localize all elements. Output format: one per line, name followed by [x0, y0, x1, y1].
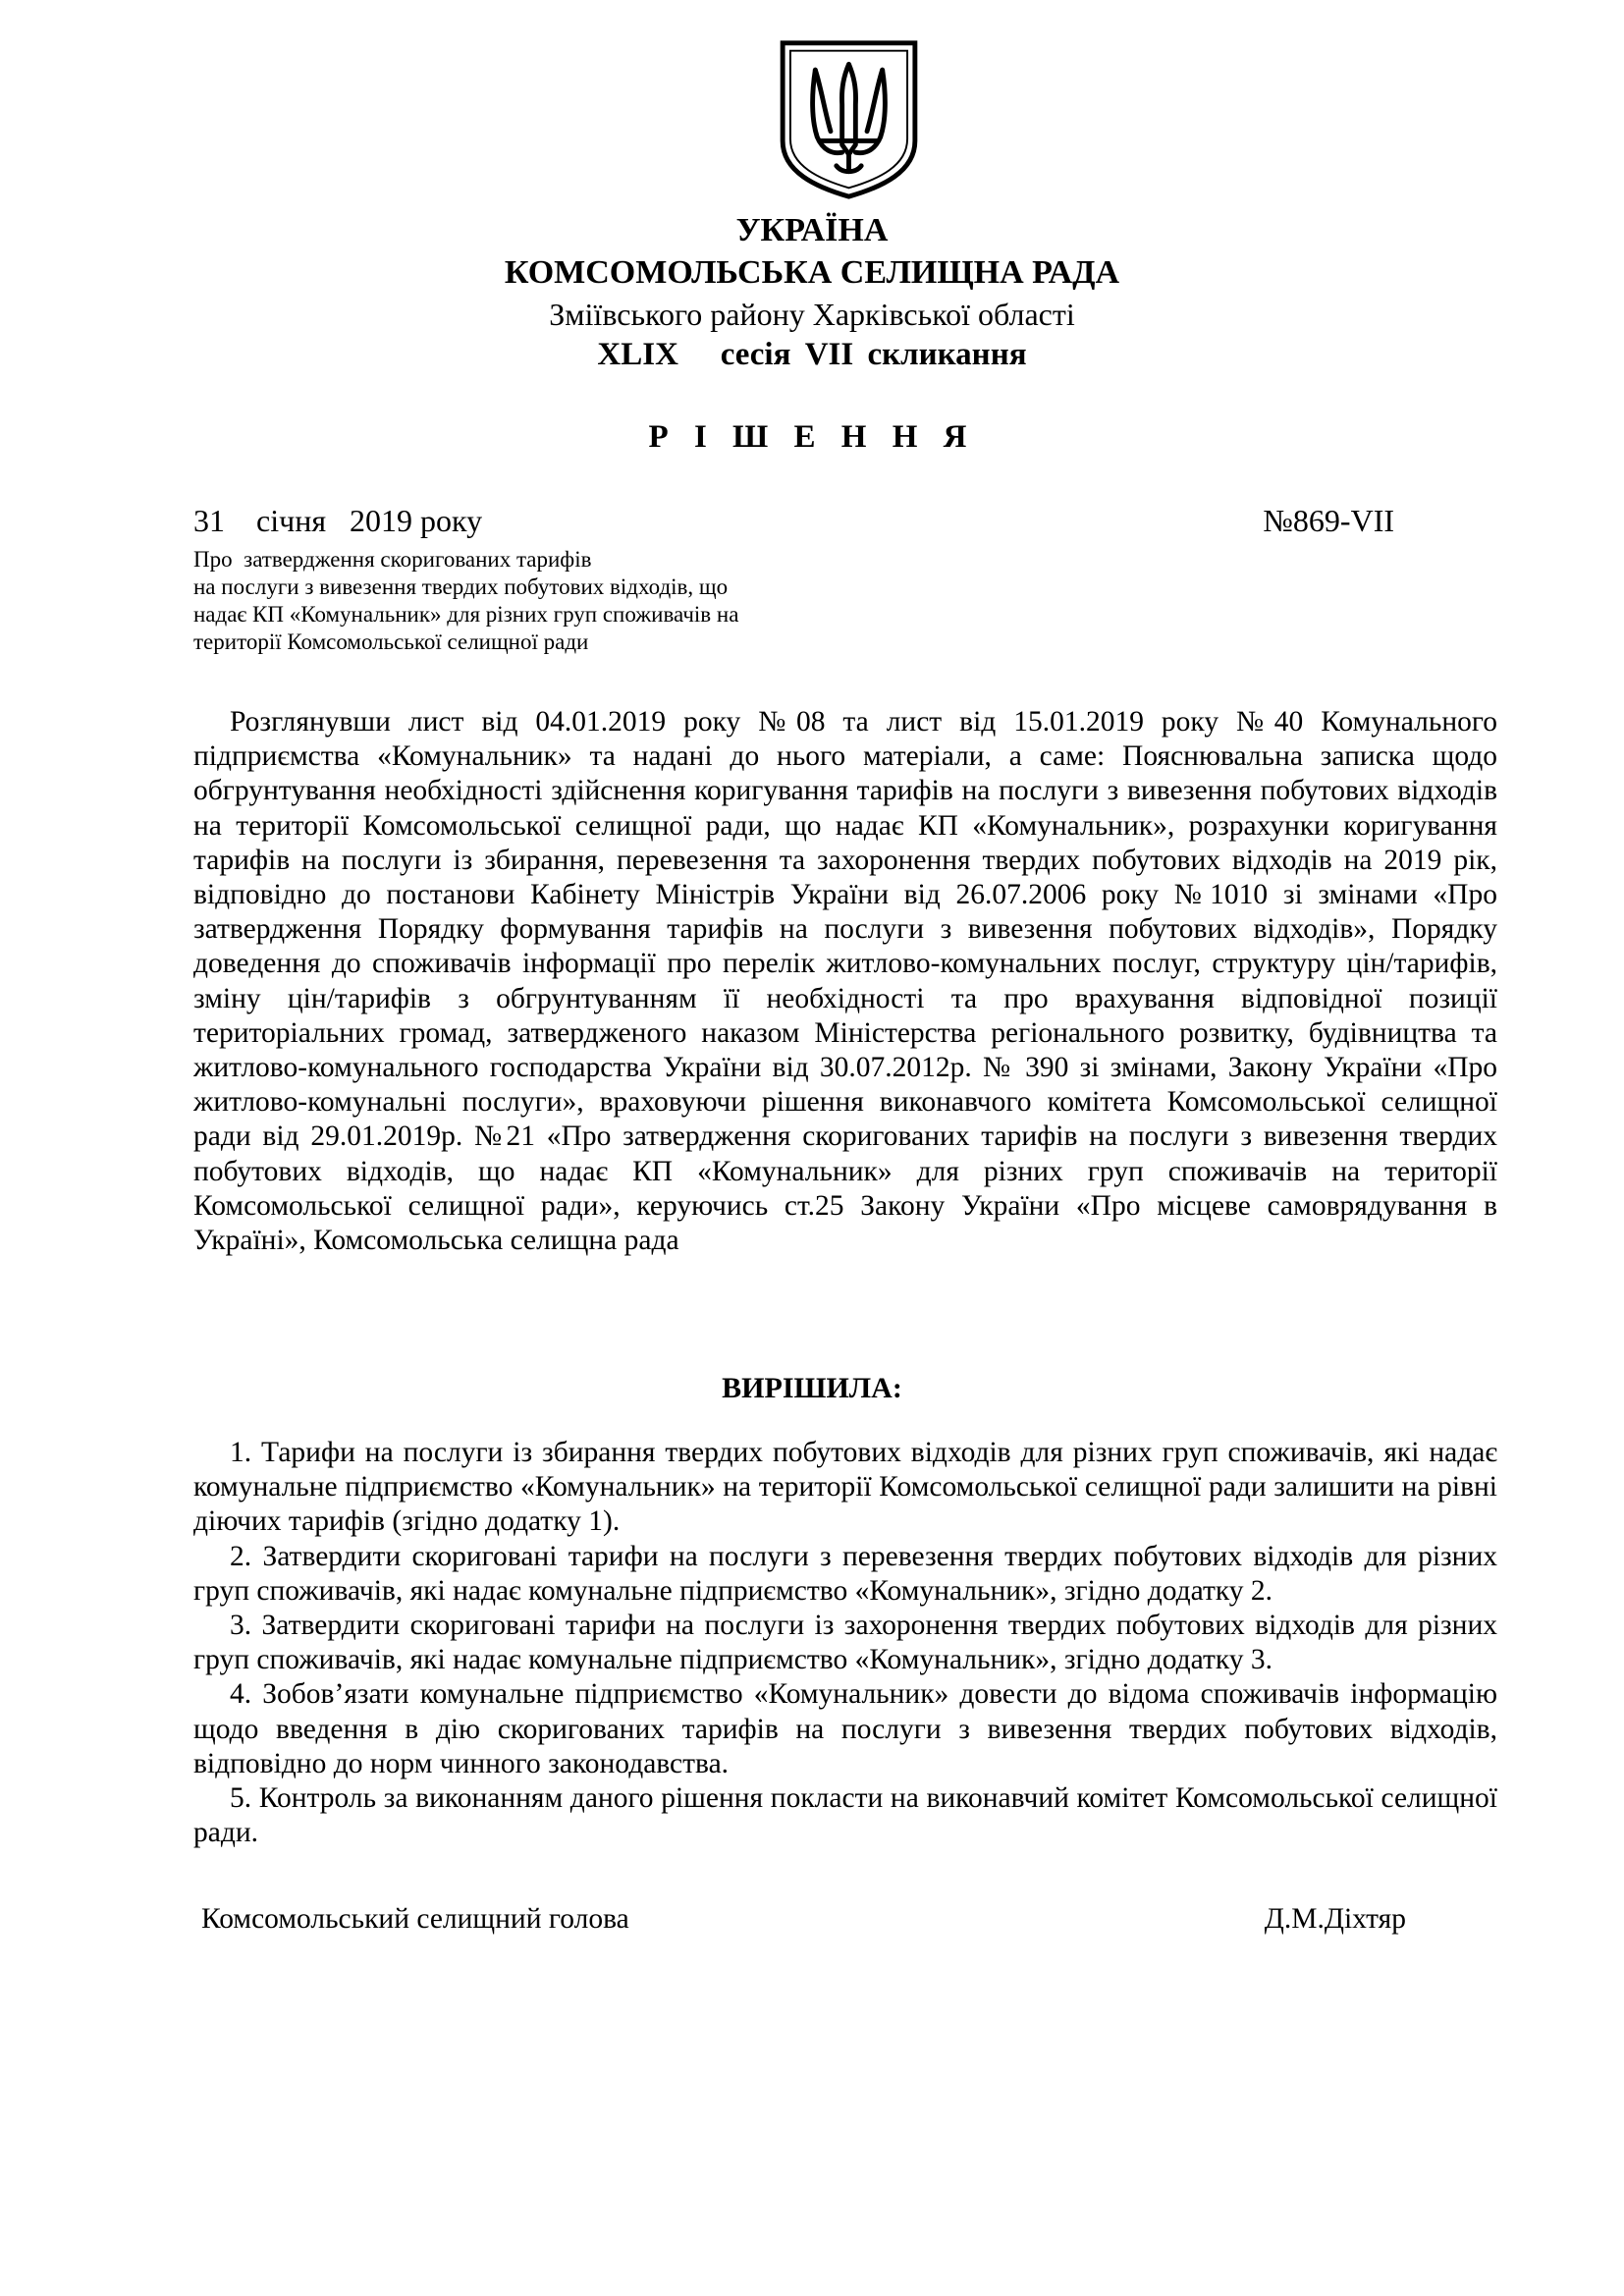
preamble-paragraph: Розглянувши лист від 04.01.2019 року №08 та лист від 15.01.2019 року №40 Комунального підприємства «Комунальник» та надані до нього матеріали, а саме: Пояснювальна записка щодо обгрунтування необхідності здійснення коригування тарифів на послуги з вивезення побутових відходів на території Комсомольської селищної ради, що надає КП «Комунальник», розрахунки коригування тарифів на послуги із збирання, перевезення та захоронення твердих побутових відходів на 2019 рік, відповідно до постанови Кабінету Міністрів України від 26.07.2006 року №1010 зі змінами «Про затвердження Порядку формування тарифів на послуги з вивезення побутових відходів», Порядку доведення до споживачів інформації про перелік житлово-комунальних послуг, структуру цін/тарифів, зміну цін/тарифів з обгрунтуванням її необхідності та про врахування відповідної позиції територіальних громад, затвердженого наказом Міністерства регіонального розвитку, будівництва та житлово-комунального господарства України від 30.07.2012р. № 390 зі змінами, Закону України «Про житлово-комунальні послуги», враховуючи рішення виконавчого комітета Комсомольської селищної ради від 29.01.2019р. №21 «Про затвердження скоригованих тарифів на послуги з вивезення твердих побутових відходів, що надає КП «Комунальник» для різних груп споживачів на території Комсомольської селищної ради», керуючись ст.25 Закону України «Про місцеве самоврядування в Україні», Комсомольська селищна рада: [193, 706, 1497, 1257]
session-line: XLIX сесія VII скликання: [597, 337, 1027, 372]
decision-item: 3. Затвердити скориговані тарифи на послуги із захоронення твердих побутових відходів для різних груп споживачів, які надає комунальне підприємство «Комунальник», згідно додатку 3.: [193, 1610, 1497, 1676]
decision-item: 5. Контроль за виконанням даного рішення покласти на виконавчий комітет Комсомольської селищної ради.: [193, 1782, 1497, 1849]
signatory-name: Д.М.Діхтяр: [1264, 1903, 1406, 1935]
subject-line: на послуги з вивезення твердих побутових відходів, що: [193, 574, 729, 599]
decision-item: 2. Затвердити скориговані тарифи на послуги з перевезення твердих побутових відходів для різних груп споживачів, які надає комунальне підприємство «Комунальник», згідно додатку 2.: [193, 1540, 1497, 1607]
resolved-heading: ВИРІШИЛА:: [722, 1372, 902, 1404]
decision-date: 31 січня 2019 року: [193, 503, 483, 538]
trident-coat-of-arms-icon: [774, 37, 924, 200]
region-line: Зміївського району Харківської області: [549, 297, 1075, 332]
decision-items: [193, 1436, 1497, 1850]
document-type-heading: Р І Ш Е Н Н Я: [648, 419, 976, 455]
country-heading: УКРАЇНА: [735, 212, 889, 248]
signatory-title: Комсомольський селищний голова: [201, 1903, 629, 1935]
subject-line: Про затвердження скоригованих тарифів: [193, 547, 592, 572]
subject-line: надає КП «Комунальник» для різних груп споживачів на: [193, 602, 739, 627]
council-heading: КОМСОМОЛЬСЬКА СЕЛИЩНА РАДА: [504, 254, 1120, 291]
decision-subject: [193, 546, 940, 656]
decision-item: 4. Зобов’язати комунальне підприємство «Комунальник» довести до відома споживачів інформацію щодо введення в дію скоригованих тарифів на послуги з вивезення твердих побутових відходів, відповідно до норм чинного законодавства.: [193, 1678, 1497, 1779]
decision-item: 1. Тарифи на послуги із збирання твердих побутових відходів для різних груп споживачів, які надає комунальне підприємство «Комунальник» на території Комсомольської селищної ради залишити на рівні діючих тарифів (згідно додатку 1).: [193, 1437, 1497, 1538]
subject-line: території Комсомольської селищної ради: [193, 629, 589, 654]
decision-number: №869-VII: [1263, 503, 1394, 538]
